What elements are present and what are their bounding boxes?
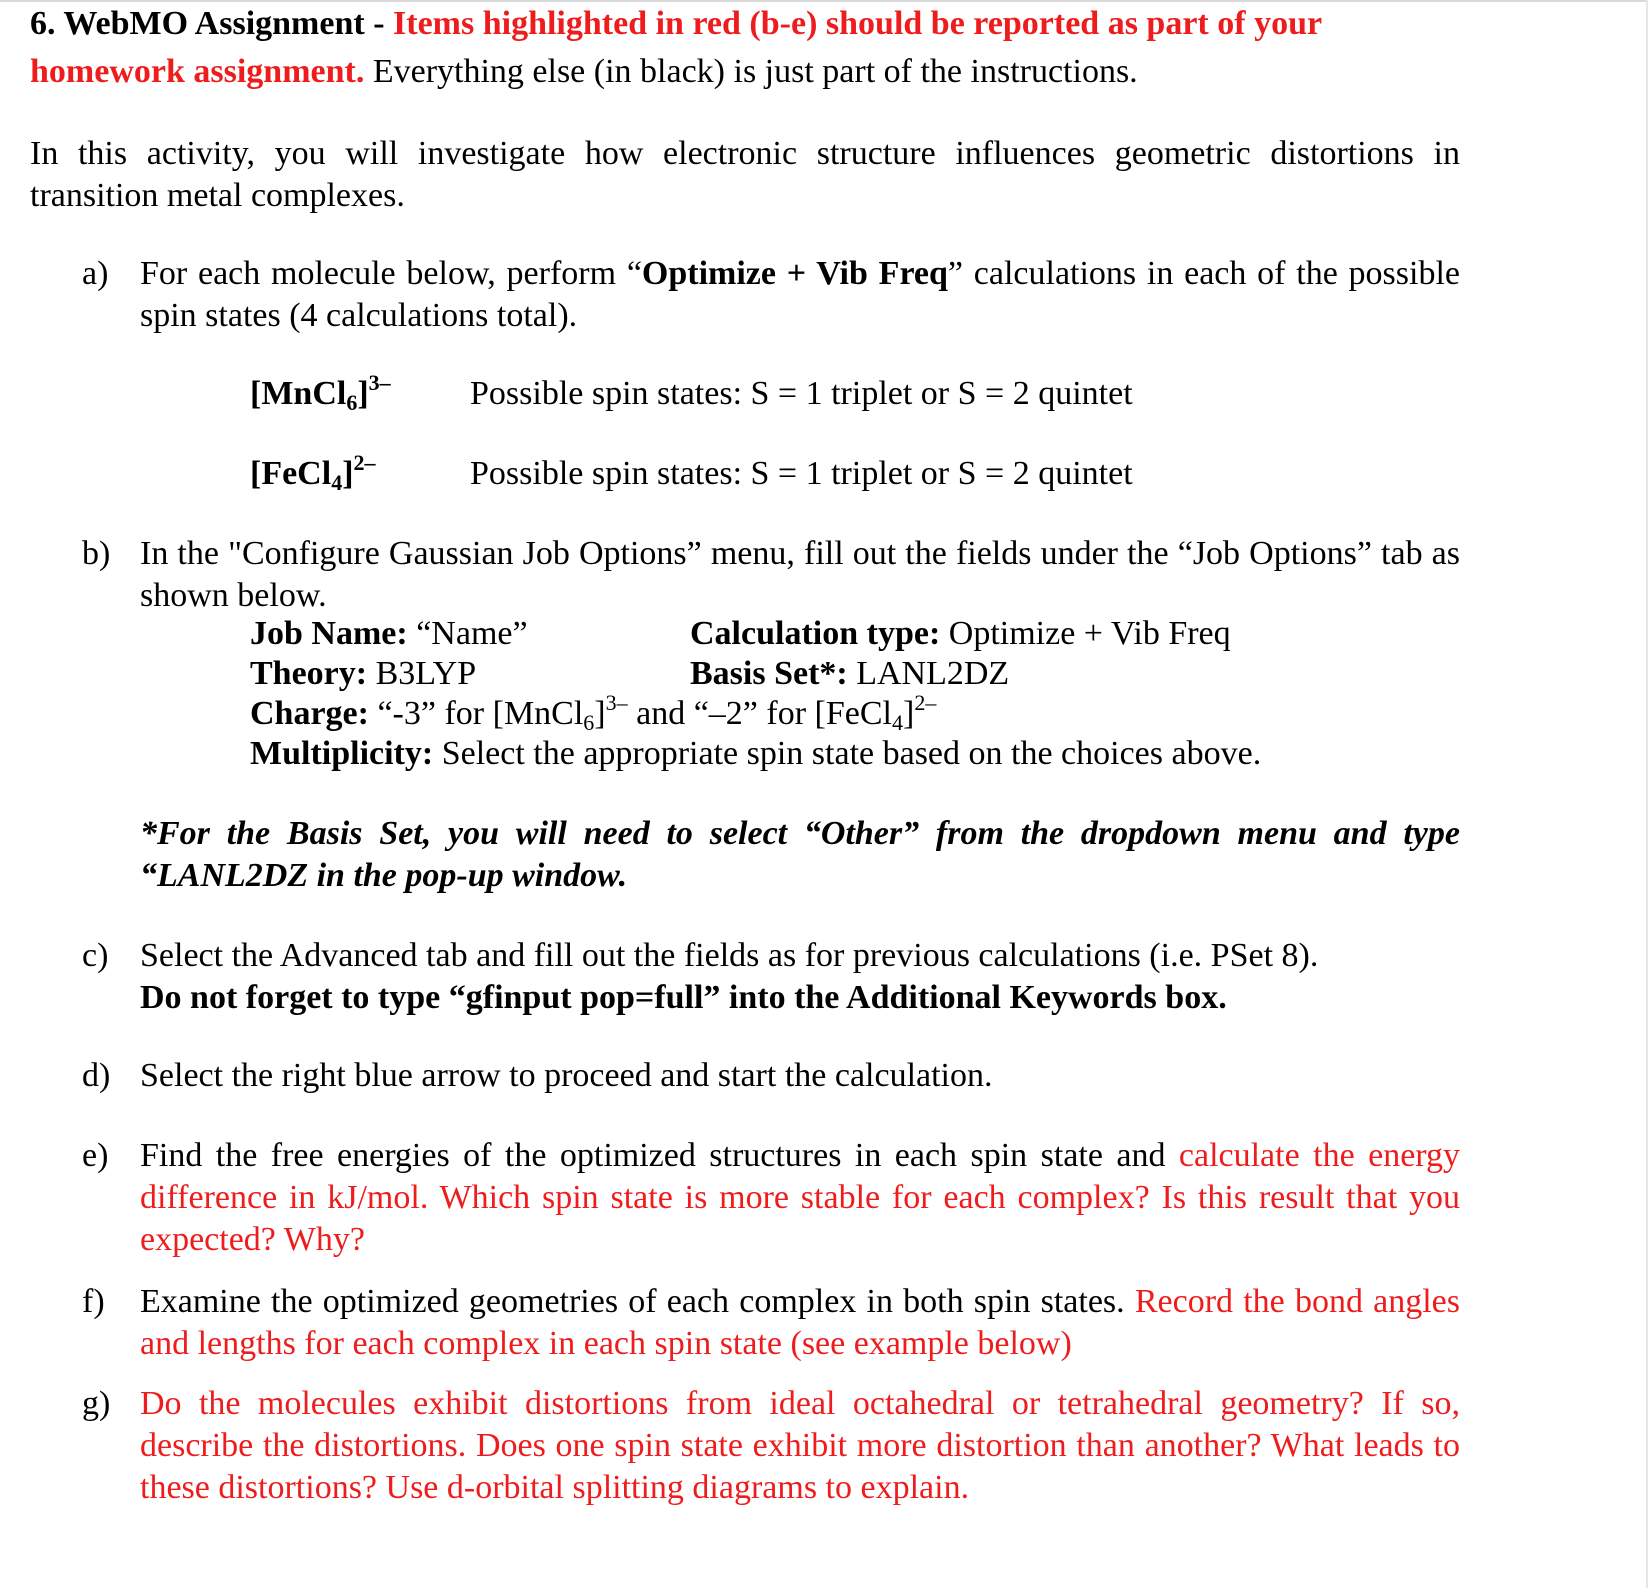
fecl4-formula: [FeCl: [250, 455, 332, 492]
item-c-bold-instruction: Do not forget to type “gfinput pop=full” into the Additional Keywords box.: [140, 979, 1227, 1016]
item-a-bold: Optimize + Vib Freq: [641, 255, 948, 292]
item-b-text: In the "Configure Gaussian Job Options” menu, fill out the fields under the “Job Options” tab as shown below.: [140, 535, 1460, 614]
molecule-mncl6: [250, 370, 391, 415]
calc-type-value: Optimize + Vib Freq: [948, 615, 1231, 652]
basis-set-label: Basis Set*:: [690, 655, 848, 692]
item-c-plain: Select the Advanced tab and fill out the fields as for previous calculations (i.e. PSet 8).: [140, 937, 1319, 974]
item-e-label: e): [82, 1137, 109, 1174]
charge-label: Charge:: [250, 695, 369, 732]
multiplicity-field: [250, 733, 1261, 775]
basis-set-note: *For the Basis Set, you will need to select “Other” from the dropdown menu and type “LANL2DZ in the pop-up window.: [140, 815, 1460, 894]
molecule-fecl4: [250, 450, 376, 495]
intro-paragraph: In this activity, you will investigate how electronic structure influences geometric distortions in transition metal complexes.: [30, 135, 1460, 214]
charge-fe-subscript: 4: [892, 710, 903, 735]
multiplicity-label: Multiplicity:: [250, 735, 434, 772]
charge-fe-superscript: 2–: [914, 690, 937, 715]
theory-label: Theory:: [250, 655, 368, 692]
item-a-text-after: ” calculations in each of the possible spin states (4 calculations total).: [140, 255, 1460, 334]
charge-mn-text: “-3” for [MnCl: [377, 695, 584, 732]
heading-black-instructions: Everything else (in black) is just part of the instructions.: [372, 53, 1138, 90]
basis-set-field: [690, 653, 1009, 695]
fecl4-charge: 2–: [353, 450, 376, 475]
multiplicity-value: Select the appropriate spin state based on the choices above.: [441, 735, 1262, 772]
item-a-text-before: For each molecule below, perform “: [140, 255, 642, 292]
mncl6-spin-states: Possible spin states: S = 1 triplet or S = 2 quintet: [470, 375, 1133, 412]
theory-field: [250, 653, 476, 695]
charge-mn-subscript: 6: [583, 710, 595, 735]
item-b-label: b): [82, 535, 111, 572]
job-name-field: [250, 613, 528, 655]
item-f-label: f): [82, 1283, 105, 1320]
heading-number: 6. WebMO Assignment -: [30, 5, 385, 42]
mncl6-bracket: ]: [357, 375, 369, 412]
charge-mn-superscript: 3–: [605, 690, 628, 715]
job-name-value: “Name”: [416, 615, 528, 652]
mncl6-charge: 3–: [368, 370, 391, 395]
item-a-text: [140, 253, 1460, 337]
item-d-label: d): [82, 1057, 111, 1094]
charge-fe-bracket: ]: [903, 695, 915, 732]
item-g-label: g): [82, 1385, 111, 1422]
item-c-label: c): [82, 937, 109, 974]
item-f-text: [140, 1281, 1460, 1365]
basis-set-value: LANL2DZ: [856, 655, 1010, 692]
item-e-text: [140, 1135, 1460, 1261]
item-g-text: Do the molecules exhibit distortions from ideal octahedral or tetrahedral geometry? If so, describe the distortions. Does one spin state exhibit more distortion than another? What leads to these distortions? Use d-orbital splitting diagrams to explain.: [140, 1385, 1460, 1506]
fecl4-bracket: ]: [342, 455, 354, 492]
heading-red-instructions: Items highlighted in red (b-e) should be reported as part of your homework assignment.: [30, 5, 1322, 90]
charge-field: [250, 690, 937, 735]
charge-fe-text: and “–2” for [FeCl: [627, 695, 892, 732]
mncl6-subscript: 6: [346, 390, 358, 415]
fecl4-subscript: 4: [331, 470, 343, 495]
calc-type-field: [690, 613, 1231, 655]
fecl4-spin-states: Possible spin states: S = 1 triplet or S = 2 quintet: [470, 455, 1133, 492]
charge-mn-bracket: ]: [594, 695, 606, 732]
item-d-text: Select the right blue arrow to proceed and start the calculation.: [140, 1057, 993, 1094]
item-f-red-text: Record the bond angles and lengths for each complex in each spin state (see example below): [140, 1283, 1460, 1362]
item-f-black-text: Examine the optimized geometries of each complex in both spin states.: [140, 1283, 1135, 1320]
mncl6-formula: [MnCl: [250, 375, 347, 412]
theory-value: B3LYP: [375, 655, 477, 692]
item-a-label: a): [82, 255, 109, 292]
item-c-text: [140, 935, 1460, 1019]
item-e-red-text: calculate the energy difference in kJ/mol. Which spin state is more stable for each complex? Is this result that you expected? Why?: [140, 1137, 1460, 1258]
assignment-heading: [30, 0, 1450, 96]
calc-type-label: Calculation type:: [690, 615, 941, 652]
job-name-label: Job Name:: [250, 615, 408, 652]
item-e-black-text: Find the free energies of the optimized structures in each spin state and: [140, 1137, 1179, 1174]
